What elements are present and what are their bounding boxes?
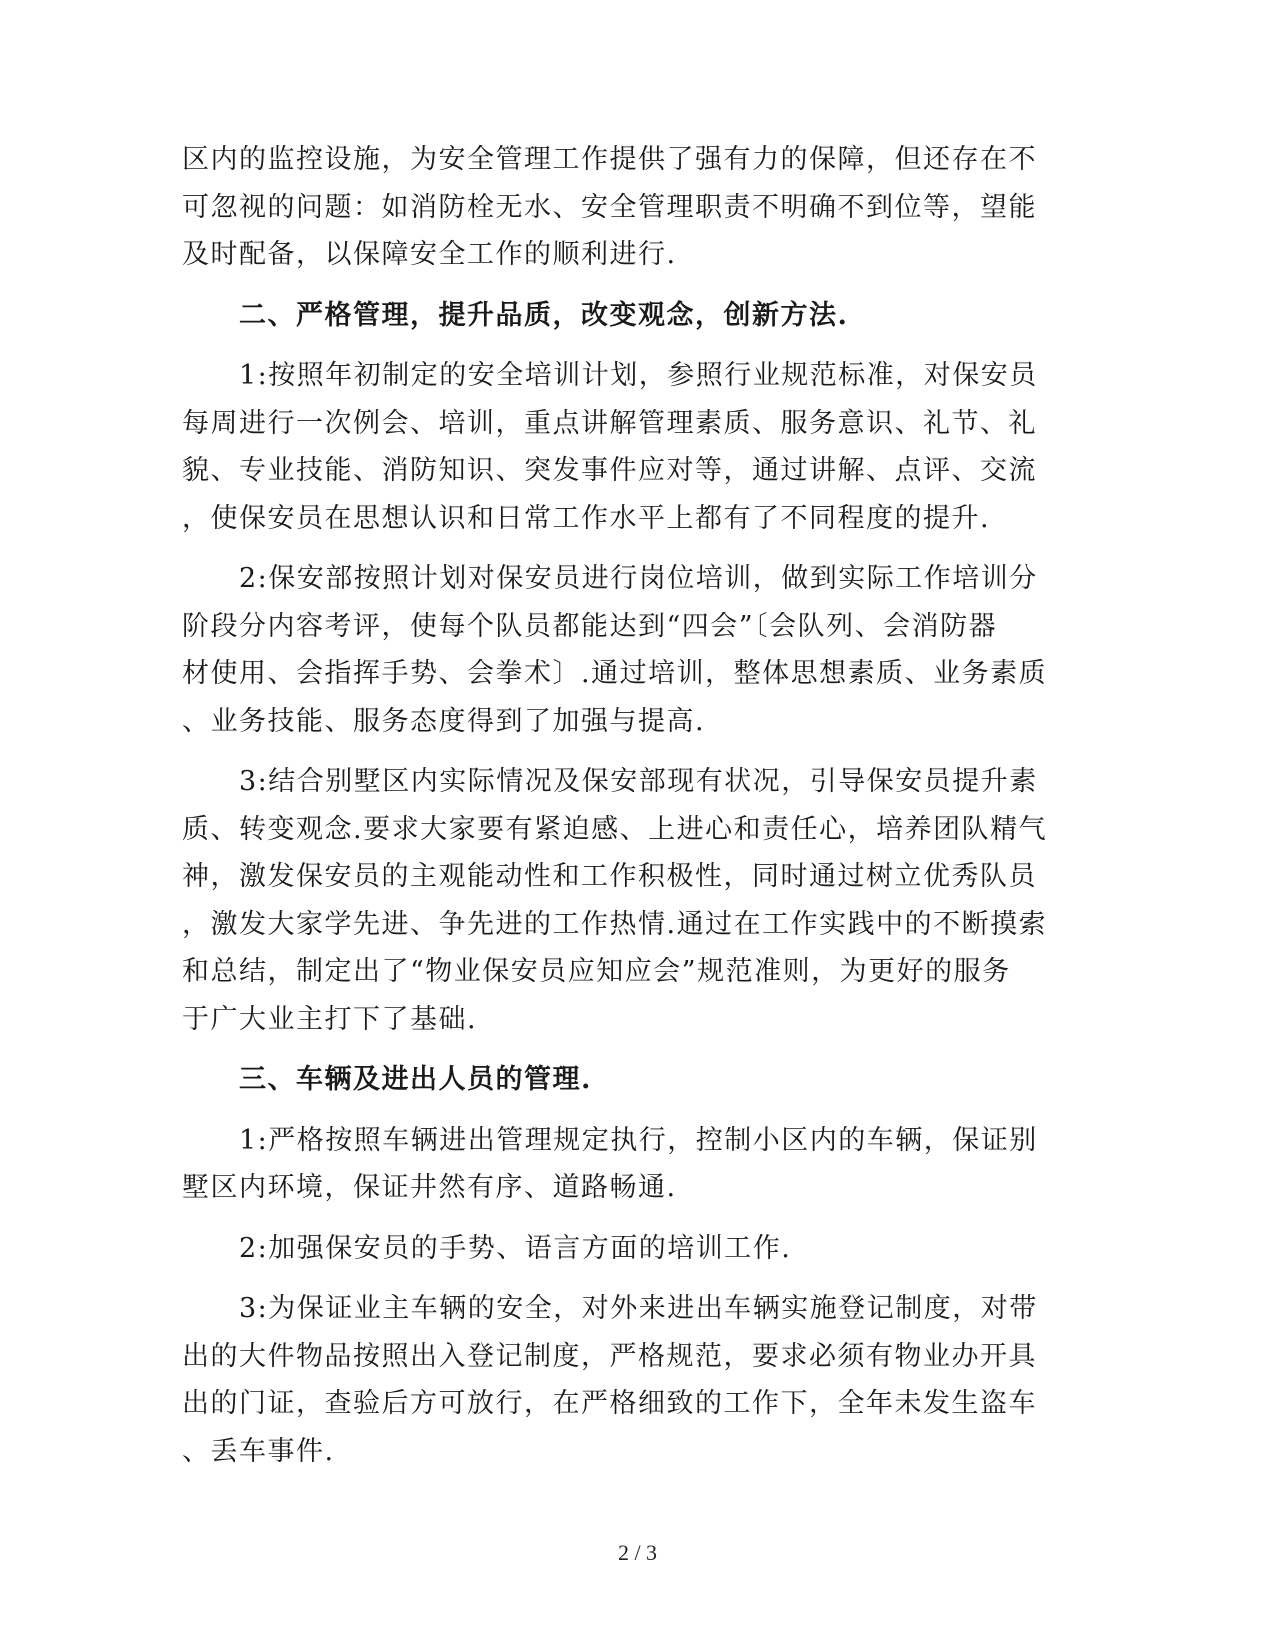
text-line: 可忽视的问题：如消防栓无水、安全管理职责不明确不到位等，望能 bbox=[182, 191, 1037, 223]
text-line: 区内的监控设施，为安全管理工作提供了强有力的保障，但还存在不 bbox=[182, 144, 1037, 175]
section-heading-3: 三、车辆及进出人员的管理. bbox=[239, 1064, 592, 1095]
text-line: 于广大业主打下了基础. bbox=[182, 1003, 478, 1035]
paragraph-quality-improvement bbox=[182, 758, 1048, 1043]
text-line: 、业务技能、服务态度得到了加强与提高. bbox=[182, 705, 706, 737]
paragraph-post-training bbox=[182, 555, 1048, 745]
text-line: 质、转变观念.要求大家要有紧迫感、上进心和责任心，培养团队精气 bbox=[182, 813, 1048, 845]
section-heading-2: 二、严格管理，提升品质，改变观念，创新方法. bbox=[239, 299, 849, 331]
paragraph-vehicle-rules bbox=[182, 1117, 1042, 1212]
text-line: 材使用、会指挥手势、会拳术〕.通过培训，整体思想素质、业务素质 bbox=[182, 658, 1048, 689]
text-line: 1:严格按照车辆进出管理规定执行，控制小区内的车辆，保证别 bbox=[239, 1124, 1038, 1156]
text-line: 及时配备，以保障安全工作的顺利进行. bbox=[182, 239, 677, 270]
paragraph-training-plan bbox=[182, 352, 1042, 542]
text-line: 1:按照年初制定的安全培训计划，参照行业规范标准，对保安员 bbox=[239, 360, 1038, 391]
paragraph-gesture-training bbox=[182, 1225, 1042, 1273]
text-line: 3:结合别墅区内实际情况及保安部现有状况，引导保安员提升素 bbox=[239, 766, 1038, 797]
text-line: 貌、专业技能、消防知识、突发事件应对等，通过讲解、点评、交流 bbox=[182, 455, 1037, 486]
text-line: 2:加强保安员的手势、语言方面的培训工作. bbox=[239, 1232, 792, 1264]
text-line: 和总结，制定出了“物业保安员应知应会”规范准则，为更好的服务 bbox=[182, 956, 1011, 987]
paragraph-vehicle-registration bbox=[182, 1285, 1042, 1475]
text-line: 每周进行一次例会、培训，重点讲解管理素质、服务意识、礼节、礼 bbox=[182, 407, 1037, 439]
text-line: 3:为保证业主车辆的安全，对外来进出车辆实施登记制度，对带 bbox=[239, 1293, 1038, 1324]
document-body bbox=[182, 136, 1048, 1488]
text-line: ，使保安员在思想认识和日常工作水平上都有了不同程度的提升. bbox=[182, 502, 991, 534]
paragraph-intro bbox=[182, 136, 1042, 279]
text-line: 2:保安部按照计划对保安员进行岗位培训，做到实际工作培训分 bbox=[239, 563, 1038, 594]
page-number: 2 / 3 bbox=[617, 1540, 658, 1565]
text-line: 、丢车事件. bbox=[182, 1435, 335, 1467]
text-line: 阶段分内容考评，使每个队员都能达到“四会”〔会队列、会消防器 bbox=[182, 610, 998, 642]
text-line: 出的大件物品按照出入登记制度，严格规范，要求必须有物业办开具 bbox=[182, 1340, 1037, 1372]
text-line: ，激发大家学先进、争先进的工作热情.通过在工作实践中的不断摸索 bbox=[182, 908, 1048, 940]
text-line: 出的门证，查验后方可放行，在严格细致的工作下，全年未发生盗车 bbox=[182, 1388, 1037, 1419]
text-line: 墅区内环境，保证井然有序、道路畅通. bbox=[182, 1172, 677, 1203]
text-line: 神，激发保安员的主观能动性和工作积极性，同时通过树立优秀队员 bbox=[182, 861, 1037, 892]
